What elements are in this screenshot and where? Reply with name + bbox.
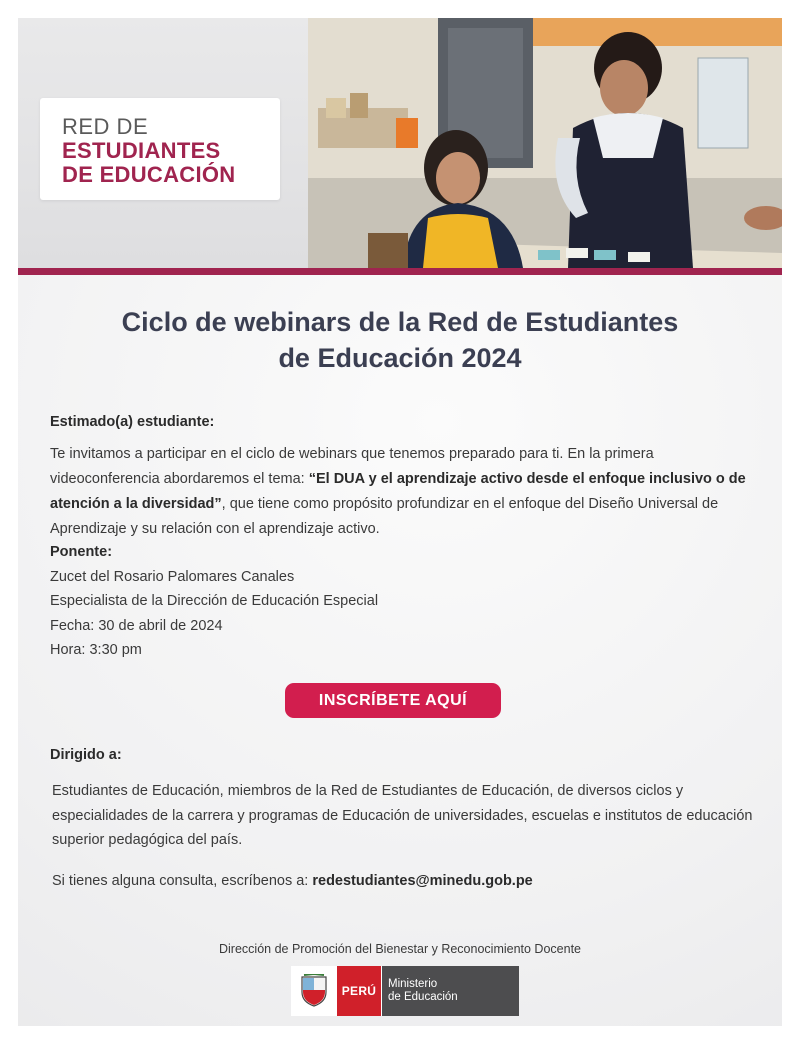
intro-topic: “El DUA y el aprendizaje activo desde el enfoque inclusivo o de atención a la diversidad” [50,471,746,512]
header-accent-bar [18,268,782,275]
flyer-page [18,18,782,1026]
audience-text: Estudiantes de Educación, miembros de la Red de Estudiantes de Educación, de diversos ciclos y especialidades de la carrera y programas de Educación de universidades, escuelas e institutos de educación superior pedagógica del país. [52,783,753,848]
title-line-2: de Educación 2024 [278,343,522,373]
brand-line-2: ESTUDIANTES [62,138,221,163]
page-title [18,304,782,376]
classroom-illustration [308,18,782,268]
brand-line-1: RED DE [62,114,149,139]
logo-ministry [381,966,519,1016]
logo-country: PERÚ [337,966,381,1016]
contact-email[interactable]: redestudiantes@minedu.gob.pe [312,873,533,889]
speaker-label: Ponente: [50,544,113,560]
footer-office: Dirección de Promoción del Bienestar y Reconocimiento Docente [219,942,581,956]
speaker-name: Zucet del Rosario Palomares Canales [50,568,295,585]
intro-part-1: Te invitamos a participar en el ciclo de webinars que tenemos preparado para ti. En la primera videoconferencia abordaremos el tema: [50,446,654,487]
register-button[interactable]: INSCRÍBETE AQUÍ [285,683,501,718]
logo-ministry-line-2: de Educación [388,991,458,1003]
brand-box [40,98,280,200]
speaker-role: Especialista de la Dirección de Educación Especial [50,593,379,609]
minedu-logo [291,966,519,1016]
greeting: Estimado(a) estudiante: [50,414,215,430]
audience-heading: Dirigido a: [50,747,122,763]
contact-line [52,873,533,889]
logo-ministry-line-1: Ministerio [388,978,438,990]
intro-part-2: , que tiene como propósito profundizar en el enfoque del Diseño Universal de Aprendizaje y su relación con el aprendizaje activo. [50,496,719,537]
classroom-photo [308,18,782,268]
speaker-info [50,540,750,663]
title-line-1: Ciclo de webinars de la Red de Estudiantes [121,307,679,337]
contact-text: Si tienes alguna consulta, escríbenos a: [52,873,313,889]
brand-line-3: DE EDUCACIÓN [62,162,236,187]
event-time: Hora: 3:30 pm [50,642,142,658]
intro-paragraph [50,442,750,542]
event-date: Fecha: 30 de abril de 2024 [50,617,223,634]
coat-of-arms-icon [291,966,337,1016]
header-banner [18,18,782,268]
